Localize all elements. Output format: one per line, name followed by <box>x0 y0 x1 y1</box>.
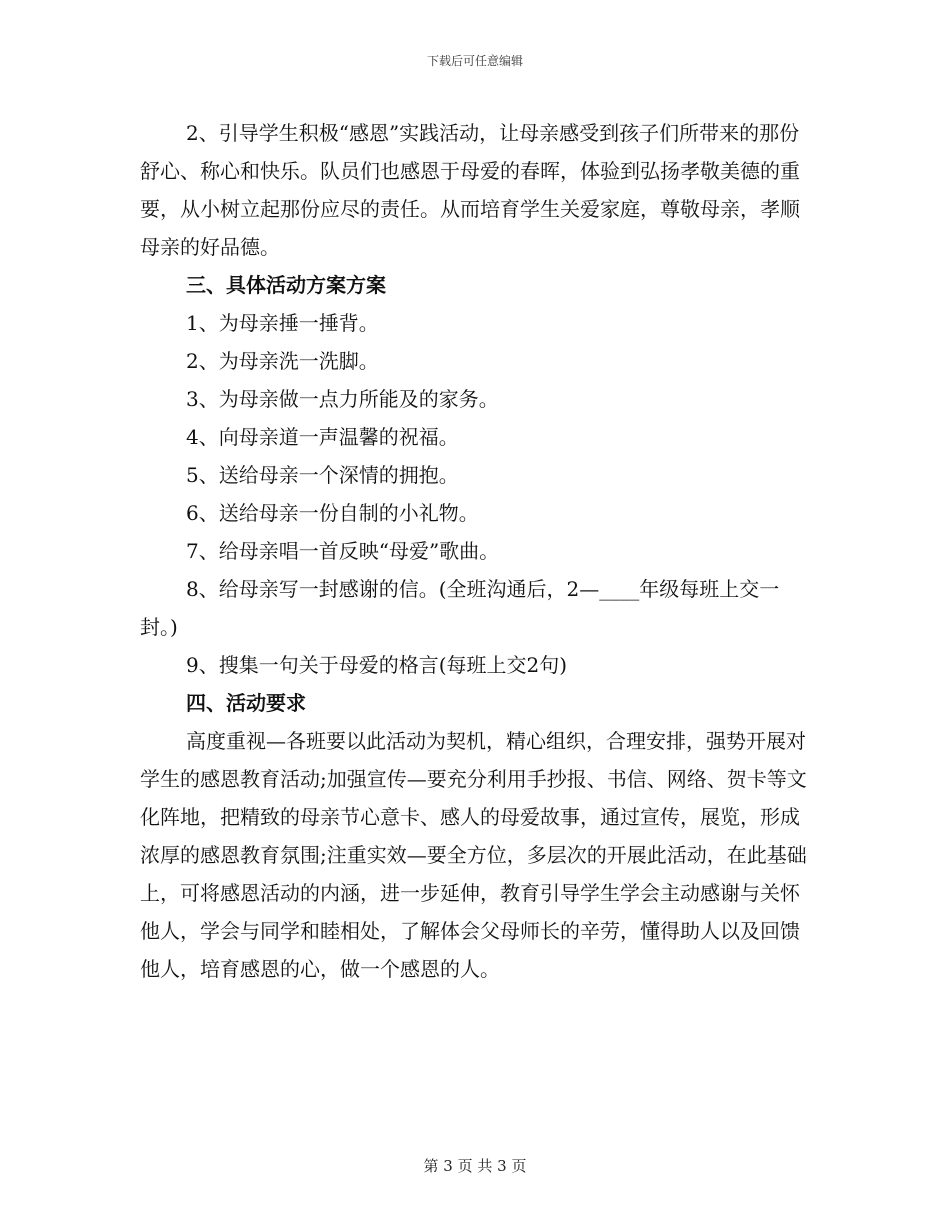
list-item: 1、为母亲捶一捶背。 <box>186 311 379 335</box>
list-item: 4、向母亲道一声温馨的祝福。 <box>186 425 459 449</box>
intro-paragraph: 2、引导学生积极“感恩”实践活动，让母亲感受到孩子们所带来的那份舒心、称心和快乐。队员们也感恩于母爱的春晖，体验到弘扬孝敬美德的重要，从小树立起那份应尽的责任。从而培育学生关爱家庭，尊敬母亲，孝顺母亲的好品德。 <box>140 121 800 259</box>
document-body <box>140 114 812 988</box>
list-item: 6、送给母亲一份自制的小礼物。 <box>186 501 479 525</box>
page-number: 第 3 页 共 3 页 <box>423 1157 527 1175</box>
list-item: 5、送给母亲一个深情的拥抱。 <box>186 463 459 487</box>
list-item-motto: 9、搜集一句关于母爱的格言(每班上交2句) <box>186 653 568 677</box>
requirements-paragraph: 高度重视—各班要以此活动为契机，精心组织，合理安排，强势开展对学生的感恩教育活动;加强宣传—要充分利用手抄报、书信、网络、贺卡等文化阵地，把精致的母亲节心意卡、感人的母爱故事，通过宣传，展览，形成浓厚的感恩教育氛围;注重实效—要全方位，多层次的开展此活动，在此基础上，可将感恩活动的内涵，进一步延伸，教育引导学生学会主动感谢与关怀他人，学会与同学和睦相处，了解体会父母师长的辛劳，懂得助人以及回馈他人，培育感恩的心，做一个感恩的人。 <box>140 729 807 981</box>
section-heading-requirements: 四、活动要求 <box>186 691 306 715</box>
list-item: 2、为母亲洗一洗脚。 <box>186 349 379 373</box>
page-header: 下载后可任意编辑 <box>426 54 523 68</box>
list-item: 7、给母亲唱一首反映“母爱”歌曲。 <box>186 539 500 563</box>
list-item: 3、为母亲做一点力所能及的家务。 <box>186 387 499 411</box>
list-item-letter: 8、给母亲写一封感谢的信。(全班沟通后，2—____年级每班上交一封。) <box>140 577 780 639</box>
section-heading-activity-plan: 三、具体活动方案方案 <box>186 273 386 297</box>
